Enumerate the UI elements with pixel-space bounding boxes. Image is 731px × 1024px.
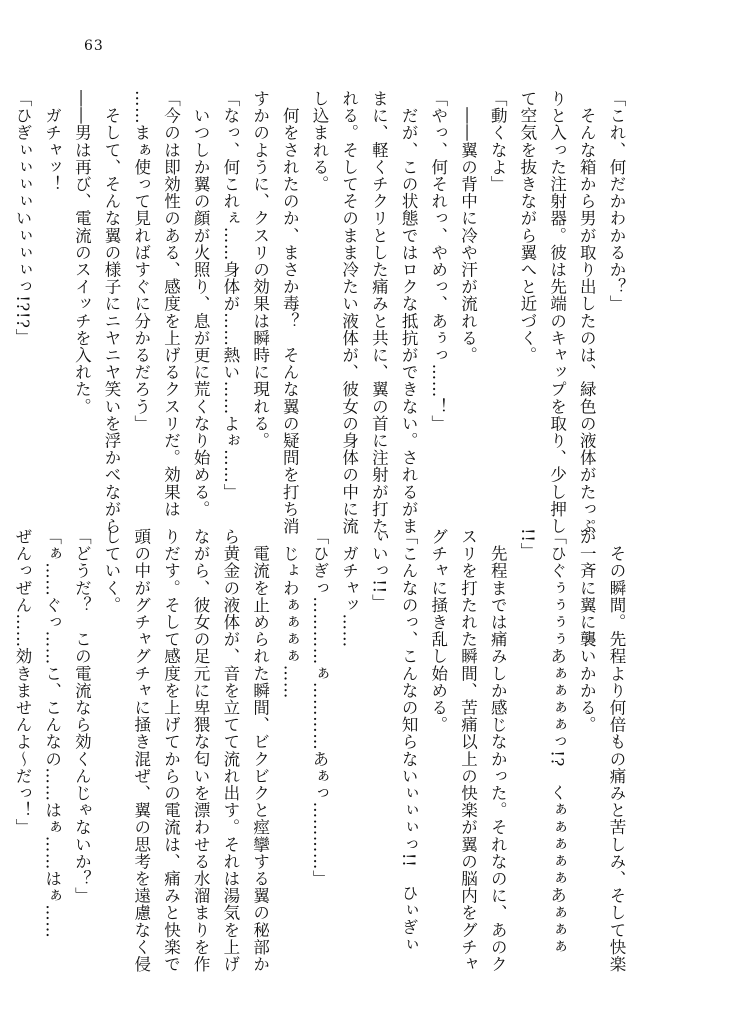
text-line: ぜんっぜん……効きませんよ～だっ！」 bbox=[12, 528, 32, 836]
text-line: !!」 bbox=[517, 528, 537, 560]
text-line: 電流を止められた瞬間、ビクビクと痙攣する翼の秘部か bbox=[250, 528, 270, 973]
text-line: いつしか翼の顔が火照り、息が更に荒くなり始める。 bbox=[191, 90, 211, 518]
text-line: 「どうだ？ この電流なら効くんじゃないか？」 bbox=[72, 528, 92, 905]
text-line: ガチャッ…… bbox=[339, 528, 359, 648]
text-line: ガチャッ！ bbox=[42, 90, 62, 193]
text-line: 何をされたのか、まさか毒？ そんな翼の疑問を打ち消 bbox=[280, 90, 300, 535]
text-line: すかのように、クスリの効果は瞬時に現れる。 bbox=[250, 90, 270, 450]
text-line: て空気を抜きながら翼へと近づく。 bbox=[517, 90, 537, 364]
text-line: ぃいっ!!」 bbox=[369, 528, 389, 611]
text-line: が一斉に翼に襲いかかる。 bbox=[577, 528, 597, 734]
text-line: し込まれる。 bbox=[309, 90, 329, 193]
text-line: れる。そしてそのまま冷たい液体が、彼女の身体の中に流 bbox=[339, 90, 359, 535]
text-line: ながら、彼女の足元に卑猥な匂いを漂わせる水溜まりを作 bbox=[191, 528, 211, 973]
text-line: ――翼の背中に冷や汗が流れる。 bbox=[458, 90, 478, 364]
text-line: 「今のは即効性のある、感度を上げるクスリだ。効果は bbox=[161, 90, 181, 518]
text-line: 頭の中がグチャグチャに掻き混ぜ、翼の思考を遠慮なく侵 bbox=[131, 528, 151, 973]
text-line: 「なっ、何これぇ……身体が……熱い……よぉ……」 bbox=[220, 90, 240, 501]
text-line: 先程までは痛みしか感じなかった。それなのに、あのク bbox=[488, 528, 508, 973]
text-line: していく。 bbox=[102, 528, 122, 614]
text-line: 「ひぐぅぅぅぅあぁぁぁぁっ!? くぁぁぁぁぁあぁぁぁ bbox=[547, 528, 567, 956]
text-line: ら黄金の液体が、音を立てて流れ出す。それは湯気を上げ bbox=[220, 528, 240, 973]
text-line: ――男は再び、電流のスイッチを入れた。 bbox=[72, 90, 92, 415]
text-line: りと入った注射器。彼は先端のキャップを取り、少し押し bbox=[547, 90, 567, 535]
text-line: その瞬間。先程より何倍もの痛みと苦しみ、そして快楽 bbox=[607, 528, 626, 973]
page-number: 63 bbox=[84, 38, 104, 54]
text-line: そんな箱から男が取り出したのは、緑色の液体がたっぷ bbox=[577, 90, 597, 535]
text-line: まに、軽くチクリとした痛みと共に、翼の首に注射が打た bbox=[369, 90, 389, 535]
text-line: 「ひぎっ…………ぁ…………あぁっ…………」 bbox=[309, 528, 329, 888]
upper-text-block bbox=[12, 90, 631, 535]
text-line: りだす。そして感度を上げてからの電流は、痛みと快楽で bbox=[161, 528, 181, 973]
text-line: 「動くなよ」 bbox=[488, 90, 508, 193]
text-line: そして、そんな翼の様子にニヤニヤ笑いを浮かべながら bbox=[102, 90, 122, 535]
text-line: じょわぁぁぁぁ…… bbox=[280, 528, 300, 699]
text-line: 「ぁ……ぐっ……こ、こんなの……はぁ……はぁ…… bbox=[42, 528, 62, 939]
text-line: だが、この状態ではロクな抵抗ができない。されるがま bbox=[399, 90, 419, 535]
text-line: ……まぁ使って見ればすぐに分かるだろう」 bbox=[131, 90, 151, 432]
lower-text-block bbox=[12, 528, 631, 973]
text-line: 「ひぎぃぃぃぃいぃぃぃっ!?!?」 bbox=[12, 90, 32, 346]
text-line: 「これ、何だかわかるか？」 bbox=[607, 90, 626, 313]
text-line: 「やっ、何それっ、やめっ、あぅっ……！」 bbox=[428, 90, 448, 432]
text-line: 「こんなのっ、こんなの知らないぃぃぃっ!! ひぃぎぃ bbox=[399, 528, 419, 953]
text-line: グチャに掻き乱し始める。 bbox=[428, 528, 448, 734]
text-line: スリを打たれた瞬間、苦痛以上の快楽が翼の脳内をグチャ bbox=[458, 528, 478, 973]
